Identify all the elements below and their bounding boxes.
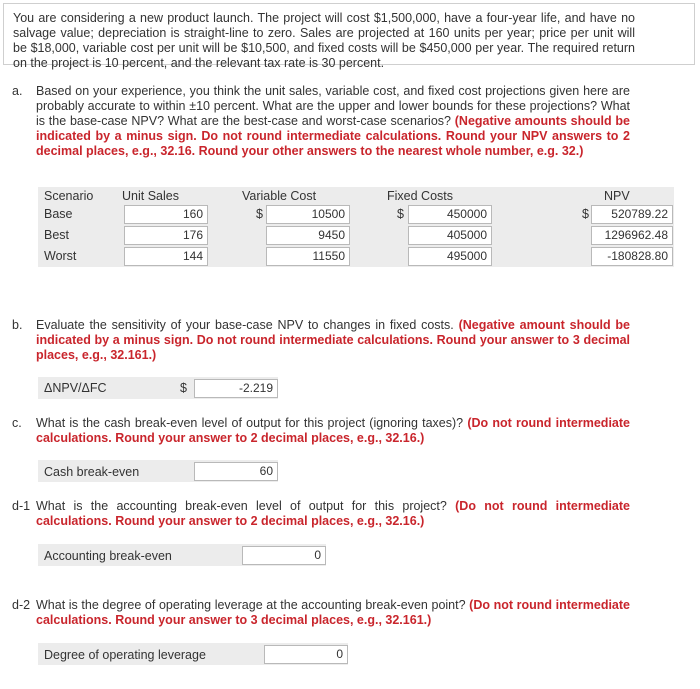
dol-label: Degree of operating leverage (44, 648, 206, 662)
sensitivity-currency: $ (180, 381, 187, 395)
question-d1 (12, 499, 630, 529)
question-a-text: Based on your experience, you think the unit sales, variable cost, and fixed cost projections given here are probably accurate to within ±10 percent. What are the upper and lower bounds for these projections? What is the base-case NPV? What are the best-case and worst-case scenarios? (36, 84, 630, 128)
question-d1-text: What is the accounting break-even level of output for this project? (36, 499, 447, 513)
header-unit-sales: Unit Sales (122, 189, 179, 203)
worst-npv-input[interactable]: -180828.80 (591, 247, 673, 266)
question-c (12, 416, 630, 446)
dol-input[interactable]: 0 (264, 645, 348, 664)
question-d2-text: What is the degree of operating leverage at the accounting break-even point? (36, 598, 466, 612)
question-a-instruction: (Negative amounts should be indicated by a minus sign. Do not round intermediate calculations. Round your NPV answers to 2 decimal places, e.g., 32.16. Round your other answers to the nearest whole number, e.g. 32.) (36, 114, 630, 158)
question-d2-letter: d-2 (12, 598, 31, 612)
question-b-text: Evaluate the sensitivity of your base-case NPV to changes in fixed costs. (36, 318, 454, 332)
question-a (12, 84, 630, 159)
question-c-letter: c. (12, 416, 22, 430)
base-fixed-costs-input[interactable]: 450000 (408, 205, 492, 224)
base-npv-currency: $ (582, 207, 589, 221)
base-variable-cost-input[interactable]: 10500 (266, 205, 350, 224)
sensitivity-label: ΔNPV/ΔFC (44, 381, 107, 395)
question-b-instruction: (Negative amount should be indicated by a minus sign. Do not round intermediate calculations. Round your answer to 3 decimal places, e.g., 32.161.) (36, 318, 630, 362)
question-d2-instruction: (Do not round intermediate calculations. Round your answer to 3 decimal places, e.g., 32.161.) (36, 598, 630, 627)
accounting-break-even-label: Accounting break-even (44, 549, 172, 563)
base-npv-input[interactable]: 520789.22 (591, 205, 673, 224)
row-best-label: Best (44, 228, 70, 242)
cash-break-even-input[interactable]: 60 (194, 462, 278, 481)
base-unit-sales-input[interactable]: 160 (124, 205, 208, 224)
question-c-text: What is the cash break-even level of output for this project (ignoring taxes)? (36, 416, 464, 430)
header-variable-cost: Variable Cost (242, 189, 317, 203)
best-fixed-costs-input[interactable]: 405000 (408, 226, 492, 245)
worst-unit-sales-input[interactable]: 144 (124, 247, 208, 266)
question-d1-letter: d-1 (12, 499, 31, 513)
question-b-letter: b. (12, 318, 23, 332)
problem-statement: You are considering a new product launch. The project will cost $1,500,000, have a four-year life, and have no salvage value; depreciation is straight-line to zero. Sales are projected at 160 units per year; price per unit will be $18,000, variable cost per unit will be $10,500, and fixed costs will be $450,000 per year. The required return on the project is 10 percent, and the relevant tax rate is 30 percent. (13, 11, 635, 70)
question-d2 (12, 598, 630, 628)
accounting-break-even-input[interactable]: 0 (242, 546, 326, 565)
problem-statement-box (3, 3, 695, 70)
question-d1-instruction: (Do not round intermediate calculations. Round your answer to 2 decimal places, e.g., 32.16.) (36, 499, 630, 528)
question-c-instruction: (Do not round intermediate calculations. Round your answer to 2 decimal places, e.g., 32.16.) (36, 416, 630, 445)
question-b (12, 318, 630, 363)
worst-fixed-costs-input[interactable]: 495000 (408, 247, 492, 266)
header-npv: NPV (604, 189, 630, 203)
cash-break-even-label: Cash break-even (44, 465, 140, 479)
base-variable-cost-currency: $ (256, 207, 263, 221)
row-base-label: Base (44, 207, 73, 221)
worst-variable-cost-input[interactable]: 11550 (266, 247, 350, 266)
sensitivity-input[interactable]: -2.219 (194, 379, 278, 398)
best-unit-sales-input[interactable]: 176 (124, 226, 208, 245)
header-scenario: Scenario (44, 189, 94, 203)
best-npv-input[interactable]: 1296962.48 (591, 226, 673, 245)
best-variable-cost-input[interactable]: 9450 (266, 226, 350, 245)
row-worst-label: Worst (44, 249, 77, 263)
base-fixed-costs-currency: $ (397, 207, 404, 221)
question-a-letter: a. (12, 84, 23, 98)
header-fixed-costs: Fixed Costs (387, 189, 453, 203)
